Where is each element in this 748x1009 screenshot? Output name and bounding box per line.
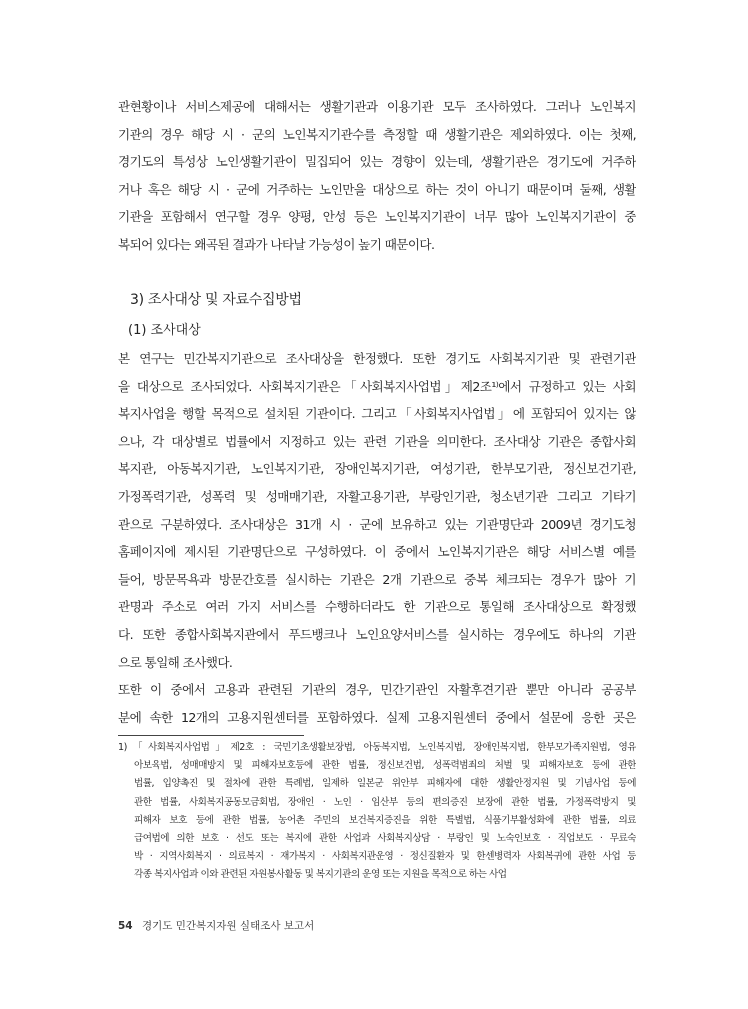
sub-heading: (1) 조사대상 (128, 323, 201, 338)
footnote-line: 급여법에 의한 보호 · 선도 또는 복지에 관한 사업과 사회복지상담 · 부랑인 및 노숙인보호 · 직업보도 · 무료숙 (134, 832, 636, 844)
paragraph-line: 거나 혹은 해당 시 · 군에 거주하는 노인만을 대상으로 하는 것이 아니기 때문이며 둘째, 생활 (118, 181, 636, 197)
footnote-line: 박 · 지역사회복지 · 의료복지 · 재가복지 · 사회복지관운영 · 정신질환자 및 한센병력자 사회복귀에 관한 사업 등 (134, 851, 636, 863)
paragraph-line: 관현황이나 서비스제공에 대해서는 생활기관과 이용기관 모두 조사하였다. 그러나 노인복지 (118, 99, 636, 114)
page-number: 54 (118, 920, 133, 932)
paragraph-line: 복지사업을 행할 목적으로 설치된 기관이다. 그리고「사회복지사업법」에 포함되어 있지는 않 (118, 406, 636, 422)
paragraph-line: 으나, 각 대상별로 법률에서 지정하고 있는 관련 기관을 의미한다. 조사대상 기관은 종합사회 (118, 433, 636, 449)
page-footer (118, 918, 314, 934)
paragraph-line: 경기도의 특성상 노인생활기관이 밀집되어 있는 경향이 있는데, 생활기관은 경기도에 거주하 (118, 154, 636, 170)
footnote-line: 관한 법률, 사회복지공동모금회법, 장애인 · 노인 · 임산부 등의 편의증진 보장에 관한 법률, 가정폭력방지 및 (134, 796, 636, 808)
footnote-line: 아보육법, 성매매방지 및 피해자보호등에 관한 법률, 정신보건법, 성폭력범죄의 처벌 및 피해자보호 등에 관한 (134, 760, 636, 772)
footnote (118, 739, 636, 885)
report-title: 경기도 민간복지자원 실태조사 보고서 (141, 920, 315, 932)
paragraph-line: 복지관, 아동복지기관, 노인복지기관, 장애인복지기관, 여성기관, 한부모기관, 정신보건기관, (118, 461, 636, 477)
paragraph-line: 또한 이 중에서 고용과 관련된 기관의 경우, 민간기관인 자활후견기관 뿐만 아니라 공공부 (118, 682, 636, 698)
paragraph-line: 기관을 포함해서 연구할 경우 양평, 안성 등은 노인복지기관이 너무 많아 노인복지기관이 중 (118, 209, 636, 225)
section-heading: 3) 조사대상 및 자료수집방법 (130, 292, 302, 308)
paragraph-line: 복되어 있다는 왜곡된 결과가 나타날 가능성이 높기 때문이다. (118, 236, 435, 252)
paragraph-2 (118, 345, 636, 731)
footnote-line: 각종 복지사업과 이와 관련된 자원봉사활동 및 복지기관의 운영 또는 지원을 목적으로 하는 사업 (134, 869, 507, 881)
paragraph-line: 홈페이지에 제시된 기관명단으로 구성하였다. 이 중에서 노인복지기관은 해당 서비스별 예를 (118, 544, 636, 560)
paragraph-line: 기관의 경우 해당 시 · 군의 노인복지기관수를 측정할 때 생활기관은 제외하였다. 이는 첫째, (118, 126, 636, 142)
paragraph-line: 본 연구는 민간복지기관으로 조사대상을 한정했다. 또한 경기도 사회복지기관 및 관련기관 (118, 351, 636, 366)
paragraph-1 (118, 93, 636, 259)
paragraph-line: 분에 속한 12개의 고용지원센터를 포함하였다. 실제 고용지원센터 중에서 설문에 응한 곳은 (118, 709, 636, 725)
paragraph-line: 들어, 방문목욕과 방문간호를 실시하는 기관은 2개 기관으로 중복 체크되는 경우가 많아 기 (118, 571, 636, 587)
paragraph-line: 관으로 구분하였다. 조사대상은 31개 시 · 군에 보유하고 있는 기관명단과 2009년 경기도청 (118, 516, 636, 532)
footnote-line: 법률, 입양촉진 및 절차에 관한 특례법, 일제하 일본군 위안부 피해자에 대한 생활안정지원 및 기념사업 등에 (134, 778, 636, 790)
paragraph-line: 으로 통일해 조사했다. (118, 654, 233, 670)
footnote-divider (118, 735, 304, 736)
footnote-line: 1)「사회복지사업법」제2호 : 국민기초생활보장법, 아동복지법, 노인복지법, 장애인복지법, 한부모가족지원법, 영유 (118, 742, 636, 753)
paragraph-line: 가정폭력기관, 성폭력 및 성매매기관, 자활고용기관, 부랑인기관, 청소년기관 그리고 기타기 (118, 488, 636, 504)
paragraph-line: 다. 또한 종합사회복지관에서 푸드뱅크나 노인요양서비스를 실시하는 경우에도 하나의 기관 (118, 626, 636, 642)
footnote-line: 피해자 보호 등에 관한 법률, 농어촌 주민의 보건복지증진을 위한 특별법, 식품기부활성화에 관한 법률, 의료 (134, 814, 636, 826)
paragraph-line: 관명과 주소로 여러 가지 서비스를 수행하더라도 한 기관으로 통일해 조사대상으로 확정했 (118, 599, 636, 615)
paragraph-line: 을 대상으로 조사되었다. 사회복지기관은「사회복지사업법」제2조¹⁾에서 규정하고 있는 사회 (118, 378, 636, 394)
